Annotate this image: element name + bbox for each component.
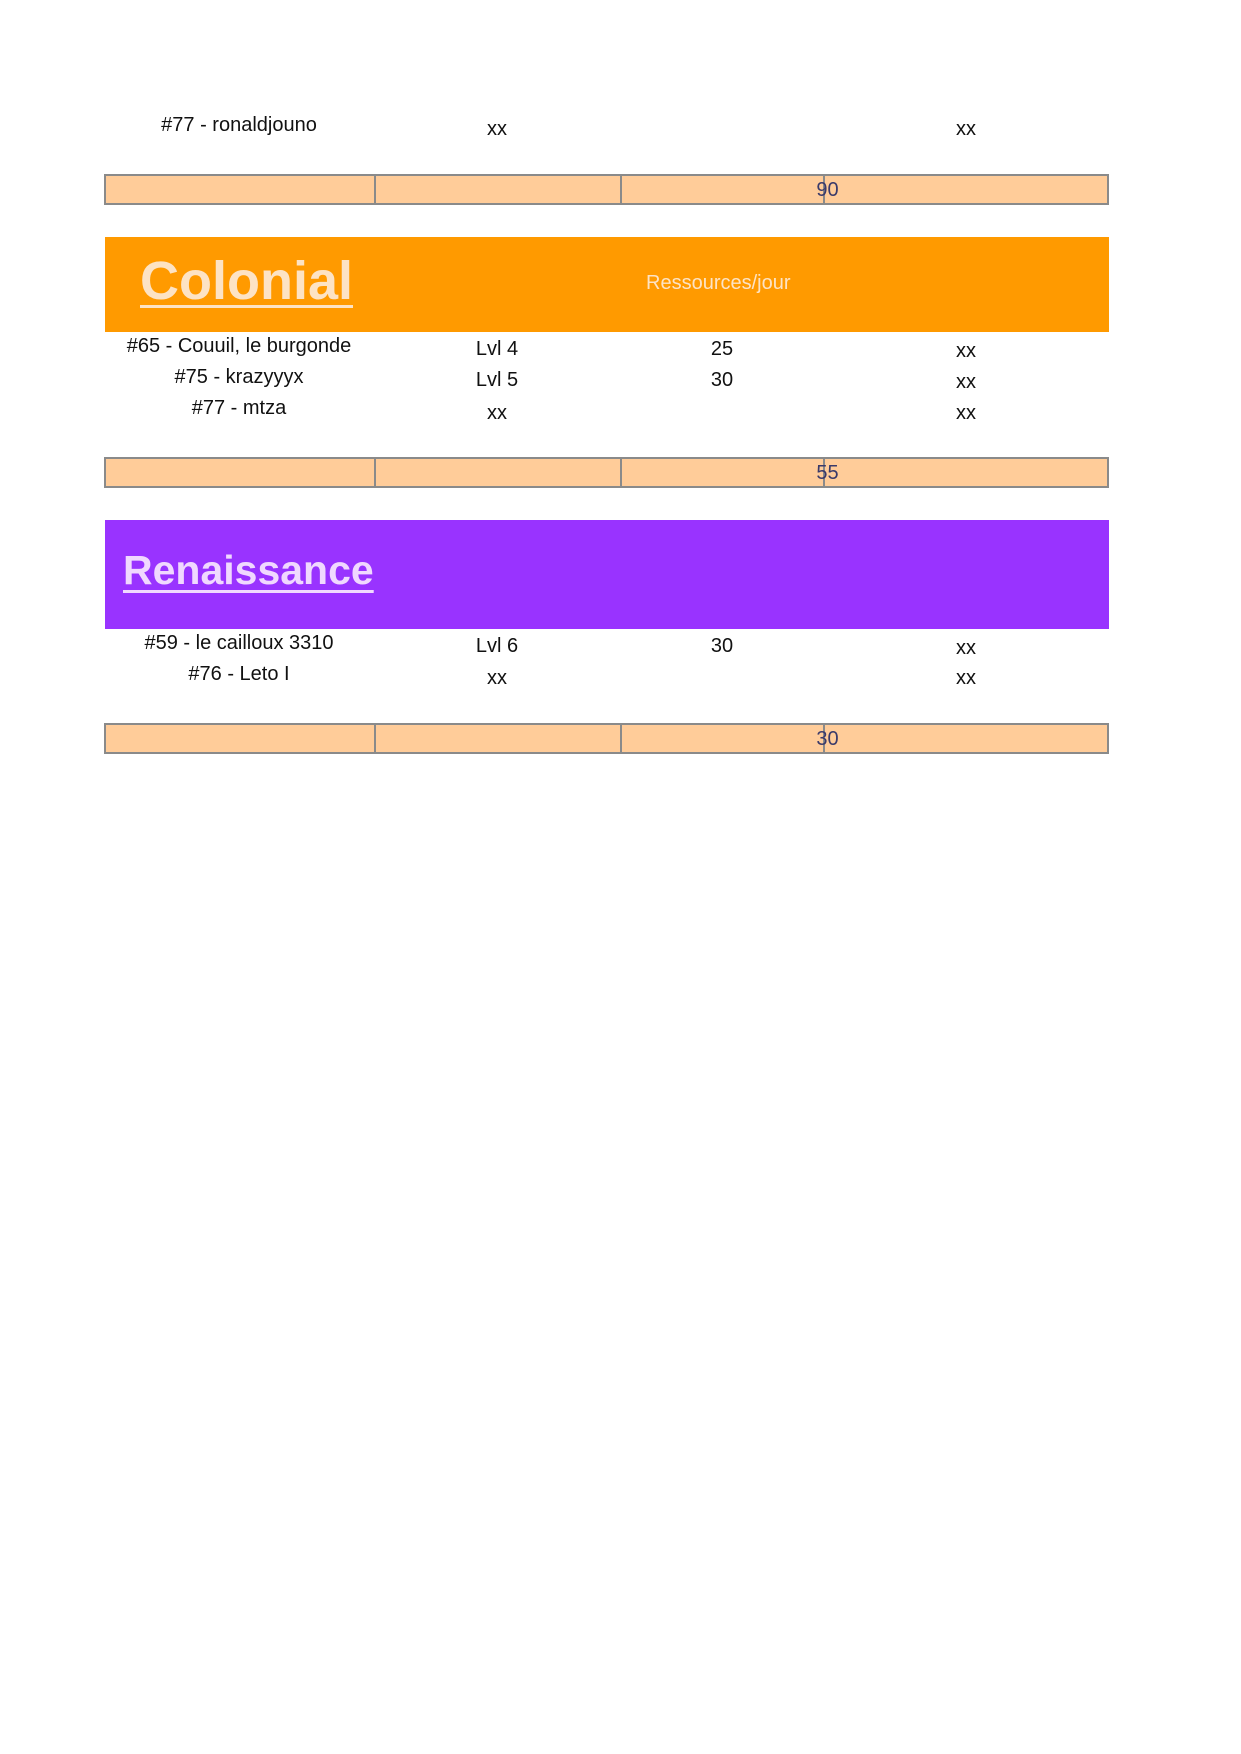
- player-name: #75 - krazyyyx: [174, 366, 304, 388]
- player-resources: 30: [710, 369, 734, 391]
- renaissance-total-bar: [104, 723, 1109, 754]
- player-name: #59 - le cailloux 3310: [144, 632, 334, 654]
- player-extra: xx: [956, 667, 976, 689]
- colonial-total-bar: [104, 457, 1109, 488]
- player-name: #76 - Leto I: [188, 663, 290, 685]
- player-extra: xx: [956, 118, 976, 140]
- player-level: Lvl 6: [475, 635, 519, 657]
- renaissance-header: [105, 520, 1109, 629]
- colonial-title: Colonial: [140, 251, 353, 311]
- colonial-subtitle: Ressources/jour: [646, 272, 791, 294]
- colonial-header: [105, 237, 1109, 332]
- colonial-total-value: 55: [816, 462, 839, 484]
- player-level: Lvl 4: [475, 338, 519, 360]
- player-level: xx: [487, 667, 507, 689]
- column-divider: [620, 459, 622, 486]
- player-level: Lvl 5: [475, 369, 519, 391]
- player-name: #77 - mtza: [191, 397, 287, 419]
- column-divider: [620, 176, 622, 203]
- player-extra: xx: [956, 402, 976, 424]
- player-extra: xx: [956, 340, 976, 362]
- column-divider: [374, 725, 376, 752]
- player-name: #65 - Couuil, le burgonde: [126, 335, 352, 357]
- column-divider: [374, 459, 376, 486]
- top-total-bar: [104, 174, 1109, 205]
- player-resources: 25: [710, 338, 734, 360]
- player-level: xx: [487, 118, 507, 140]
- player-extra: xx: [956, 371, 976, 393]
- renaissance-total-value: 30: [816, 728, 839, 750]
- player-level: xx: [487, 402, 507, 424]
- top-total-value: 90: [816, 179, 839, 201]
- column-divider: [620, 725, 622, 752]
- player-name: #77 - ronaldjouno: [161, 114, 317, 136]
- renaissance-title: Renaissance: [123, 547, 374, 593]
- column-divider: [374, 176, 376, 203]
- player-extra: xx: [956, 637, 976, 659]
- player-resources: 30: [710, 635, 734, 657]
